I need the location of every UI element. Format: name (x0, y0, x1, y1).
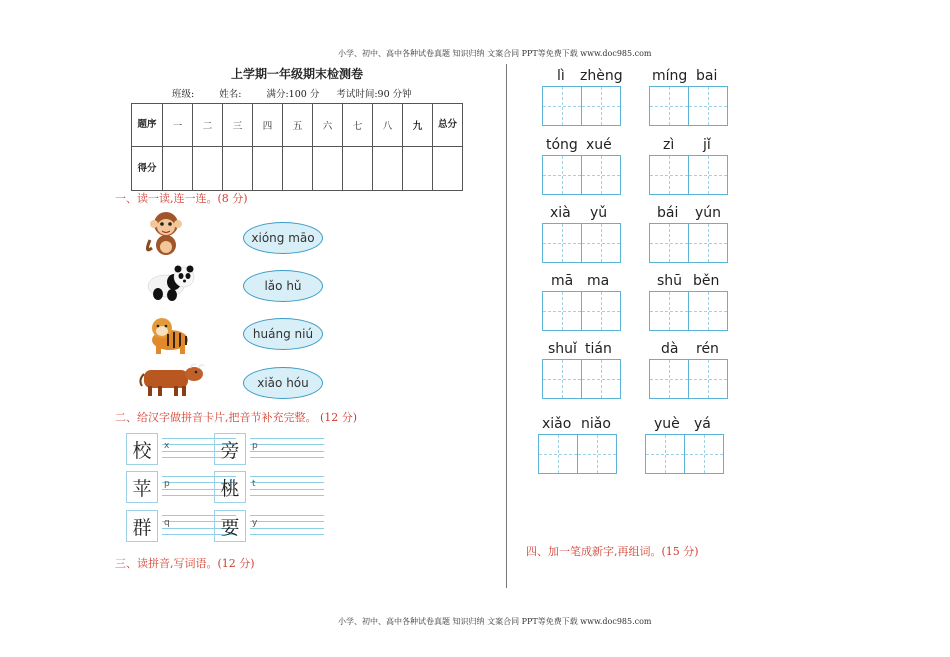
hanzi-card: 旁 (214, 433, 246, 465)
pinyin-syllable: bái (657, 205, 679, 221)
score-cell[interactable] (373, 147, 403, 191)
writing-grid[interactable] (649, 155, 728, 195)
header-cell: 九 (403, 104, 433, 147)
writing-grid[interactable] (649, 223, 728, 263)
score-value-row (132, 147, 463, 191)
pinyin-syllable: yuè (654, 416, 680, 432)
writing-grid[interactable] (542, 223, 621, 263)
score-cell[interactable] (163, 147, 193, 191)
header-cell: 一 (163, 104, 193, 147)
writing-grid[interactable] (538, 434, 617, 474)
pinyin-syllable: yá (694, 416, 711, 432)
pinyin-lead: y (252, 518, 258, 528)
hanzi-card: 校 (126, 433, 158, 465)
header-cell: 六 (313, 104, 343, 147)
full-score-label: 满分:100 分 (266, 89, 320, 100)
header-cell: 七 (343, 104, 373, 147)
writing-grid[interactable] (645, 434, 724, 474)
pinyin-syllable: mā (551, 273, 574, 289)
writing-grid[interactable] (542, 291, 621, 331)
pinyin-syllable: rén (696, 341, 719, 357)
score-cell[interactable] (433, 147, 463, 191)
header-cell: 八 (373, 104, 403, 147)
pinyin-syllable: běn (693, 273, 720, 289)
hanzi-card: 桃 (214, 471, 246, 503)
pinyin-lead: q (164, 518, 170, 528)
pinyin-syllable: xià (550, 205, 571, 221)
pinyin-option[interactable]: huáng niú (243, 318, 323, 350)
pinyin-syllable: niǎo (581, 416, 611, 432)
score-table (131, 103, 463, 191)
hanzi-card: 群 (126, 510, 158, 542)
header-cell: 总分 (433, 104, 463, 147)
info-line (172, 86, 434, 100)
pinyin-syllable: zì (663, 137, 675, 153)
writing-grid[interactable] (649, 359, 728, 399)
pinyin-option[interactable]: xióng māo (243, 222, 323, 254)
pinyin-lines[interactable] (250, 515, 324, 535)
pinyin-option[interactable]: lǎo hǔ (243, 270, 323, 302)
score-cell[interactable] (253, 147, 283, 191)
section1-heading: 一、读一读,连一连。(8 分) (115, 192, 248, 205)
header-cell: 四 (253, 104, 283, 147)
score-cell[interactable] (283, 147, 313, 191)
hanzi-card: 要 (214, 510, 246, 542)
pinyin-syllable: zhèng (580, 68, 623, 84)
pinyin-syllable: jǐ (703, 137, 711, 153)
pinyin-syllable: tián (585, 341, 612, 357)
panda-icon (144, 262, 196, 302)
hanzi-card: 苹 (126, 471, 158, 503)
pinyin-syllable: bai (696, 68, 718, 84)
section4-heading: 四、加一笔成新字,再组词。(15 分) (526, 545, 699, 558)
section2-heading: 二、给汉字做拼音卡片,把音节补充完整。 (12 分) (115, 411, 358, 424)
pinyin-syllable: shū (657, 273, 683, 289)
pinyin-lines[interactable] (250, 476, 324, 496)
pinyin-syllable: yǔ (590, 205, 608, 221)
score-cell[interactable] (343, 147, 373, 191)
header-cell: 题序 (132, 104, 163, 147)
section3-heading: 三、读拼音,写词语。(12 分) (115, 557, 255, 570)
pinyin-lines[interactable] (250, 438, 324, 458)
page-title: 上学期一年级期末检测卷 (231, 67, 364, 81)
writing-grid[interactable] (649, 291, 728, 331)
score-cell[interactable] (223, 147, 253, 191)
class-label: 班级: (172, 89, 195, 100)
score-cell[interactable] (313, 147, 343, 191)
header-cell: 三 (223, 104, 253, 147)
pinyin-syllable: dà (661, 341, 679, 357)
time-label: 考试时间:90 分钟 (336, 89, 412, 100)
header-cell: 五 (283, 104, 313, 147)
writing-grid[interactable] (542, 86, 621, 126)
monkey-icon (146, 210, 186, 258)
score-cell[interactable] (403, 147, 433, 191)
name-label: 姓名: (219, 89, 242, 100)
pinyin-syllable: míng (652, 68, 688, 84)
pinyin-syllable: xué (586, 137, 612, 153)
cow-icon (138, 362, 206, 398)
watermark-bottom: 小学、初中、高中各种试卷真题 知识归纳 文案合同 PPT等免费下载 www.doc985.com (338, 617, 652, 626)
header-cell: 二 (193, 104, 223, 147)
pinyin-syllable: tóng (546, 137, 578, 153)
column-divider (506, 64, 507, 588)
pinyin-syllable: shuǐ (548, 341, 577, 357)
pinyin-syllable: lì (557, 68, 565, 84)
pinyin-lead: x (164, 441, 170, 451)
writing-grid[interactable] (542, 155, 621, 195)
writing-grid[interactable] (542, 359, 621, 399)
writing-grid[interactable] (649, 86, 728, 126)
watermark-top: 小学、初中、高中各种试卷真题 知识归纳 文案合同 PPT等免费下载 www.doc985.com (338, 49, 652, 58)
pinyin-option[interactable]: xiǎo hóu (243, 367, 323, 399)
pinyin-syllable: yún (695, 205, 722, 221)
score-cell[interactable] (193, 147, 223, 191)
pinyin-lead: t (252, 479, 256, 489)
pinyin-syllable: xiǎo (542, 416, 572, 432)
tiger-icon (146, 312, 194, 356)
pinyin-lead: p (164, 479, 170, 489)
score-header-row (132, 104, 463, 147)
pinyin-syllable: ma (587, 273, 610, 289)
score-label-cell: 得分 (132, 147, 163, 191)
pinyin-lead: p (252, 441, 258, 451)
